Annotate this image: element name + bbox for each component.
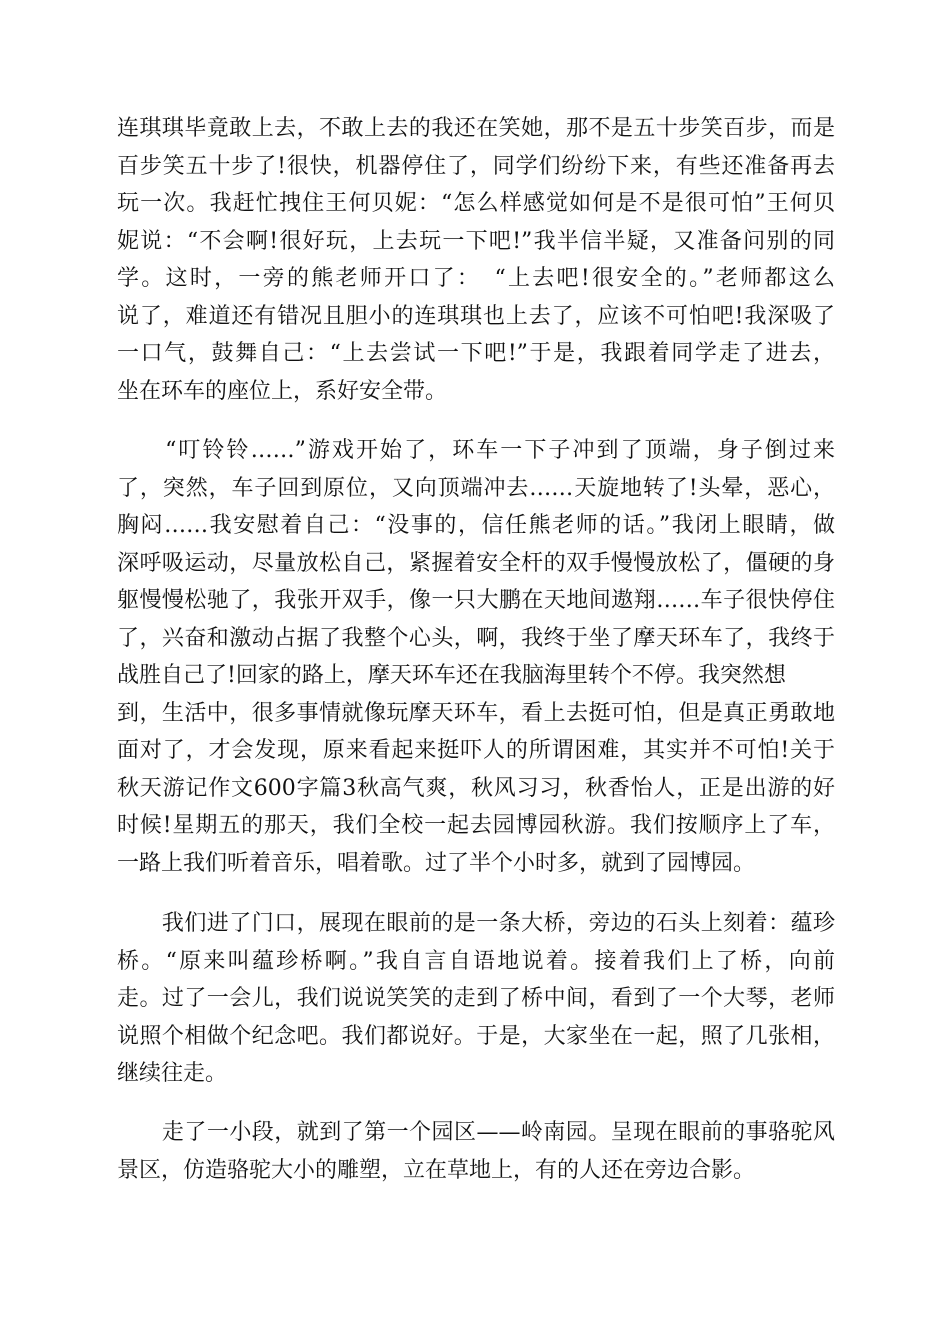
text-line: 战胜自己了!回家的路上，摩天环车还在我脑海里转个不停。我突然想	[117, 663, 786, 688]
text-line: 深呼吸运动，尽量放松自己，紧握着安全杆的双手慢慢放松了，僵硬的身	[117, 550, 835, 576]
text-line: 胸闷……我安慰着自己：“没事的，信任熊老师的话。”我闭上眼睛，做	[117, 513, 835, 538]
text-line: 躯慢慢松驰了，我张开双手，像一只大鹏在天地间遨翔……车子很快停住	[117, 588, 835, 613]
text-line: 妮说：“不会啊!很好玩，上去玩一下吧!”我半信半疑，又准备问别的同	[117, 228, 835, 254]
text-line: 走了一小段，就到了第一个园区——岭南园。呈现在眼前的事骆驼风	[117, 1120, 835, 1145]
paragraph-4	[117, 1114, 835, 1189]
text-line: 说照个相做个纪念吧。我们都说好。于是，大家坐在一起，照了几张相，	[117, 1023, 835, 1049]
text-line: 景区，仿造骆驼大小的雕塑，立在草地上，有的人还在旁边合影。	[117, 1157, 756, 1183]
text-line: 桥。“原来叫蕴珍桥啊。”我自言自语地说着。接着我们上了桥，向前	[117, 948, 835, 974]
text-line: 面对了，才会发现，原来看起来挺吓人的所谓困难，其实并不可怕!关于	[117, 738, 835, 763]
text-line: 连琪琪毕竟敢上去，不敢上去的我还在笑她，那不是五十步笑百步，而是	[117, 116, 835, 141]
text-line: 学。这时，一旁的熊老师开口了： “上去吧!很安全的。”老师都这么	[117, 266, 835, 291]
text-line: 一口气，鼓舞自己：“上去尝试一下吧!”于是，我跟着同学走了进去，	[117, 341, 835, 366]
text-line: 继续往走。	[117, 1061, 228, 1086]
text-line: 到，生活中，很多事情就像玩摩天环车，看上去挺可怕，但是真正勇敢地	[117, 700, 835, 726]
paragraph-2	[117, 432, 835, 882]
paragraph-3	[117, 905, 835, 1093]
text-line: 了，突然，车子回到原位，又向顶端冲去……天旋地转了!头晕，恶心，	[117, 475, 835, 501]
text-line: 玩一次。我赶忙拽住王何贝妮：“怎么样感觉如何是不是很可怕”王何贝	[117, 191, 835, 216]
text-line: 我们进了门口，展现在眼前的是一条大桥，旁边的石头上刻着：蕴珍	[117, 911, 835, 936]
paragraph-1	[117, 110, 835, 410]
text-line: “叮铃铃……”游戏开始了，环车一下子冲到了顶端，身子倒过来	[117, 438, 835, 463]
text-line: 百步笑五十步了!很快，机器停住了，同学们纷纷下来，有些还准备再去	[117, 153, 835, 179]
text-line: 说了，难道还有错况且胆小的连琪琪也上去了，应该不可怕吧!我深吸了	[117, 303, 835, 329]
text-line: 了，兴奋和激动占据了我整个心头，啊，我终于坐了摩天环车了，我终于	[117, 625, 835, 651]
text-line: 走。过了一会儿，我们说说笑笑的走到了桥中间，看到了一个大琴，老师	[117, 986, 835, 1011]
text-line: 坐在环车的座位上，系好安全带。	[117, 378, 448, 404]
text-line: 一路上我们听着音乐，唱着歌。过了半个小时多，就到了园博园。	[117, 850, 756, 876]
text-line: 时候!星期五的那天，我们全校一起去园博园秋游。我们按顺序上了车，	[117, 813, 835, 838]
text-line: 秋天游记作文600字篇3秋高气爽，秋风习习，秋香怡人，正是出游的好	[117, 775, 835, 801]
